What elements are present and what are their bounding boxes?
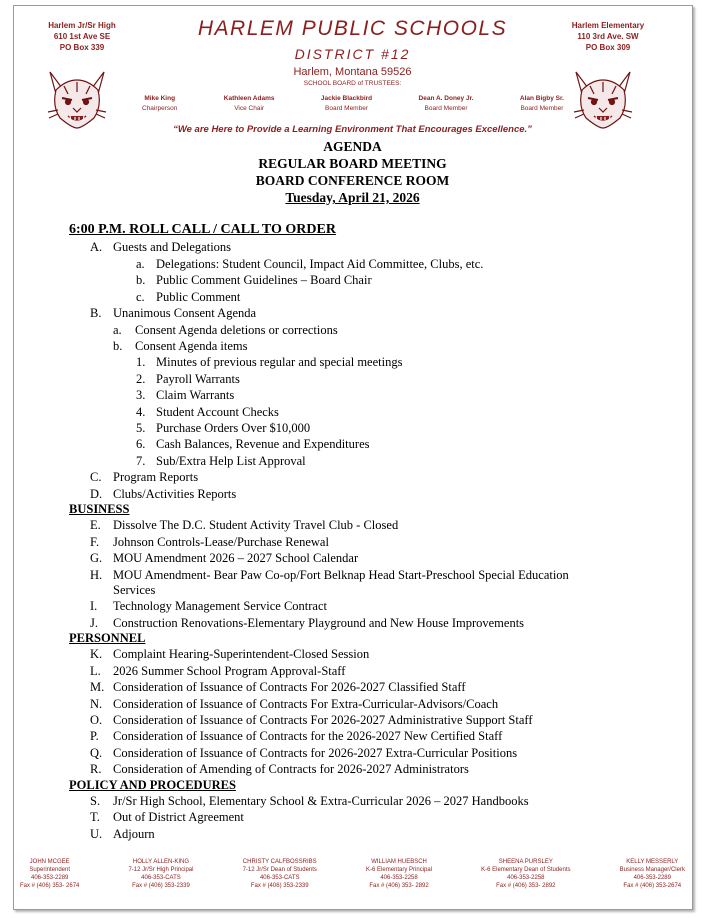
item-marker: F. <box>90 535 100 549</box>
room-heading: BOARD CONFERENCE ROOM <box>255 173 450 188</box>
item-guidelines: Public Comment Guidelines – Board Chair <box>156 273 372 287</box>
item-marker: 6. <box>136 437 146 451</box>
trustee <box>142 94 177 114</box>
letterhead-city: Harlem, Montana 59526 <box>293 66 412 78</box>
item-marker: D. <box>90 487 103 501</box>
footer-contact <box>243 858 317 890</box>
item-marker: b. <box>136 273 146 287</box>
contact-fax: Fax # (406) 353- 2892 <box>496 883 556 889</box>
trustee <box>224 94 275 114</box>
item-consent: Unanimous Consent Agenda <box>113 306 257 320</box>
item-consent-items: Consent Agenda items <box>135 339 248 353</box>
contact-phone: 406-353-CATS <box>259 875 300 881</box>
trustee-name: Dean A. Doney Jr. <box>418 95 474 102</box>
contact-phone: 406-353-CATS <box>141 875 181 881</box>
item-marker: B. <box>90 306 102 320</box>
contact-name: JOHN MCGEE <box>29 859 70 865</box>
elementary-address <box>548 20 668 53</box>
contact-title: 7-12 Jr/Sr Dean of Students <box>242 867 317 873</box>
item-marker: R. <box>90 762 102 776</box>
item-clubs-reports: Clubs/Activities Reports <box>113 487 237 501</box>
agenda-heading: AGENDA <box>323 139 382 154</box>
trustee-name: Alan Bigby Sr. <box>519 95 564 102</box>
section-personnel: PERSONNEL <box>69 631 146 645</box>
contact-title: Superintendent <box>29 867 71 873</box>
contact-name: KELLY MESSERLY <box>626 859 679 865</box>
item-claim: Claim Warrants <box>156 388 235 402</box>
school-box: PO Box 339 <box>59 43 105 52</box>
trustee-role: Chairperson <box>142 105 178 112</box>
item-out-of-district: Out of District Agreement <box>113 810 244 824</box>
wildcat-logo-icon <box>42 66 112 130</box>
item-marker: c. <box>136 290 145 304</box>
item-extra-curricular-advisors: Consideration of Issuance of Contracts For Extra-Curricular-Advisors/Coach <box>113 697 499 711</box>
item-adjourn: Adjourn <box>113 827 155 841</box>
date-heading: Tuesday, April 21, 2026 <box>285 190 420 205</box>
item-dissolve-club: Dissolve The D.C. Student Activity Travel Club - Closed <box>113 518 399 532</box>
footer-contact <box>366 858 432 890</box>
contact-name: WILLIAM HUEBSCH <box>371 859 427 865</box>
item-sub-help: Sub/Extra Help List Approval <box>156 454 306 468</box>
contact-name: CHRISTY CALFBOSSRIBS <box>242 859 317 865</box>
contact-fax: Fax # (406) 353-2339 <box>132 883 190 889</box>
item-mou-calendar: MOU Amendment 2026 – 2027 School Calendar <box>113 551 359 565</box>
trustee-name: Mike King <box>144 95 176 102</box>
letterhead-district: DISTRICT #12 <box>294 46 411 62</box>
item-marker: 3. <box>136 388 146 402</box>
item-marker: U. <box>90 827 103 841</box>
roll-call-heading: 6:00 P.M. ROLL CALL / CALL TO ORDER <box>69 222 336 237</box>
item-marker: a. <box>113 323 122 337</box>
item-public-comment: Public Comment <box>156 290 241 304</box>
item-marker: 1. <box>136 355 146 369</box>
item-new-certified: Consideration of Issuance of Contracts for the 2026-2027 New Certified Staff <box>113 729 503 743</box>
item-marker: O. <box>90 713 103 727</box>
item-consent-deletions: Consent Agenda deletions or corrections <box>135 323 338 337</box>
trustee-list <box>142 94 564 114</box>
item-marker: M. <box>90 680 105 694</box>
contact-title: K-6 Elementary Principal <box>366 867 433 873</box>
contact-phone: 406-353-2289 <box>633 875 671 881</box>
section-policy: POLICY AND PROCEDURES <box>69 778 236 792</box>
school-street: 610 1st Ave SE <box>53 32 111 41</box>
footer-contact <box>20 858 79 890</box>
item-marker: S. <box>90 794 101 808</box>
item-marker: T. <box>90 810 100 824</box>
footer-contact <box>128 858 193 890</box>
meeting-heading: REGULAR BOARD MEETING <box>258 156 447 171</box>
item-tech-contract: Technology Management Service Contract <box>113 599 327 613</box>
item-classified-staff: Consideration of Issuance of Contracts For 2026-2027 Classified Staff <box>113 680 466 694</box>
item-minutes: Minutes of previous regular and special meetings <box>156 355 403 369</box>
item-marker: 4. <box>136 405 146 419</box>
item-marker: N. <box>90 697 103 711</box>
trustee <box>321 94 372 114</box>
contact-title: 7-12 Jr/Sr High Principal <box>128 867 194 873</box>
contact-phone: 406-353-2258 <box>380 875 418 881</box>
item-marker: P. <box>90 729 99 743</box>
item-payroll: Payroll Warrants <box>156 372 240 386</box>
school-name: Harlem Elementary <box>571 21 645 30</box>
section-business: BUSINESS <box>69 502 130 516</box>
item-guests: Guests and Delegations <box>113 240 232 254</box>
item-marker: G. <box>90 551 103 565</box>
school-box: PO Box 309 <box>585 43 631 52</box>
contact-fax: Fax # (406) 353-2674 <box>623 883 682 889</box>
board-label: SCHOOL BOARD of TRUSTEES: <box>303 80 402 87</box>
trustee <box>520 94 564 114</box>
footer-contact <box>481 858 570 890</box>
motto: “We are Here to Provide a Learning Environment That Encourages Excellence.” <box>173 124 532 135</box>
letterhead-title: HARLEM PUBLIC SCHOOLS <box>197 17 508 40</box>
item-marker: b. <box>113 339 123 353</box>
item-marker: 2. <box>136 372 146 386</box>
item-complaint-hearing: Complaint Hearing-Superintendent-Closed Session <box>113 647 370 661</box>
contact-fax: Fax # (406) 353- 2674 <box>20 883 80 889</box>
contact-name: HOLLY ALLEN-KING <box>132 859 190 865</box>
item-admin-support: Consideration of Issuance of Contracts For 2026-2027 Administrative Support Staff <box>113 713 533 727</box>
item-marker: a. <box>136 257 145 271</box>
item-student-checks: Student Account Checks <box>156 405 279 419</box>
item-extra-curricular-positions: Consideration of Issuance of Contracts for 2026-2027 Extra-Curricular Positions <box>113 746 518 760</box>
item-marker: 7. <box>136 454 146 468</box>
contact-title: Business Manager/Clerk <box>619 867 685 873</box>
jr-sr-high-address <box>22 20 142 53</box>
item-construction: Construction Renovations-Elementary Playground and New House Improvements <box>113 616 525 630</box>
contact-title: K-6 Elementary Dean of Students <box>481 867 571 873</box>
school-street: 110 3rd Ave. SW <box>577 32 639 41</box>
contact-phone: 406-353-2258 <box>507 875 545 881</box>
trustee-name: Kathleen Adams <box>223 95 275 102</box>
contact-fax: Fax # (406) 353- 2892 <box>369 883 429 889</box>
item-marker: I. <box>90 599 98 613</box>
footer-contact <box>620 858 685 890</box>
trustee-role: Board Member <box>520 105 564 112</box>
item-marker: L. <box>90 664 101 678</box>
item-program-reports: Program Reports <box>113 470 199 484</box>
trustee-role: Board Member <box>424 105 468 112</box>
item-delegations: Delegations: Student Council, Impact Aid Committee, Clubs, etc. <box>156 257 484 271</box>
item-mou-bear-paw-cont: Services <box>113 583 156 597</box>
item-mou-bear-paw: MOU Amendment- Bear Paw Co-op/Fort Belknap Head Start-Preschool Special Education <box>113 568 569 582</box>
item-marker: J. <box>90 616 98 630</box>
trustee-role: Vice Chair <box>234 105 265 112</box>
item-marker: K. <box>90 647 103 661</box>
trustee-role: Board Member <box>325 105 368 112</box>
item-handbooks: Jr/Sr High School, Elementary School & Extra-Curricular 2026 – 2027 Handbooks <box>113 794 529 808</box>
trustee <box>419 94 474 114</box>
contact-fax: Fax # (406) 353-2339 <box>250 883 309 889</box>
item-cash-balances: Cash Balances, Revenue and Expenditures <box>156 437 370 451</box>
contact-name: SHEENA PURSLEY <box>498 859 553 865</box>
item-marker: Q. <box>90 746 103 760</box>
staff-footer <box>20 858 685 890</box>
item-summer-school: 2026 Summer School Program Approval-Staff <box>113 664 346 678</box>
item-purchase-orders: Purchase Orders Over $10,000 <box>156 421 311 435</box>
contact-phone: 406-353-2289 <box>31 875 69 881</box>
item-johnson-controls: Johnson Controls-Lease/Purchase Renewal <box>113 535 329 549</box>
item-marker: A. <box>90 240 103 254</box>
item-marker: E. <box>90 518 101 532</box>
item-administrators: Consideration of Amending of Contracts for 2026-2027 Administrators <box>113 762 469 776</box>
item-marker: C. <box>90 470 102 484</box>
item-marker: 5. <box>136 421 146 435</box>
wildcat-logo-icon <box>568 66 638 130</box>
item-marker: H. <box>90 568 103 582</box>
school-name: Harlem Jr/Sr High <box>48 21 116 30</box>
trustee-name: Jackie Blackbird <box>320 95 373 102</box>
